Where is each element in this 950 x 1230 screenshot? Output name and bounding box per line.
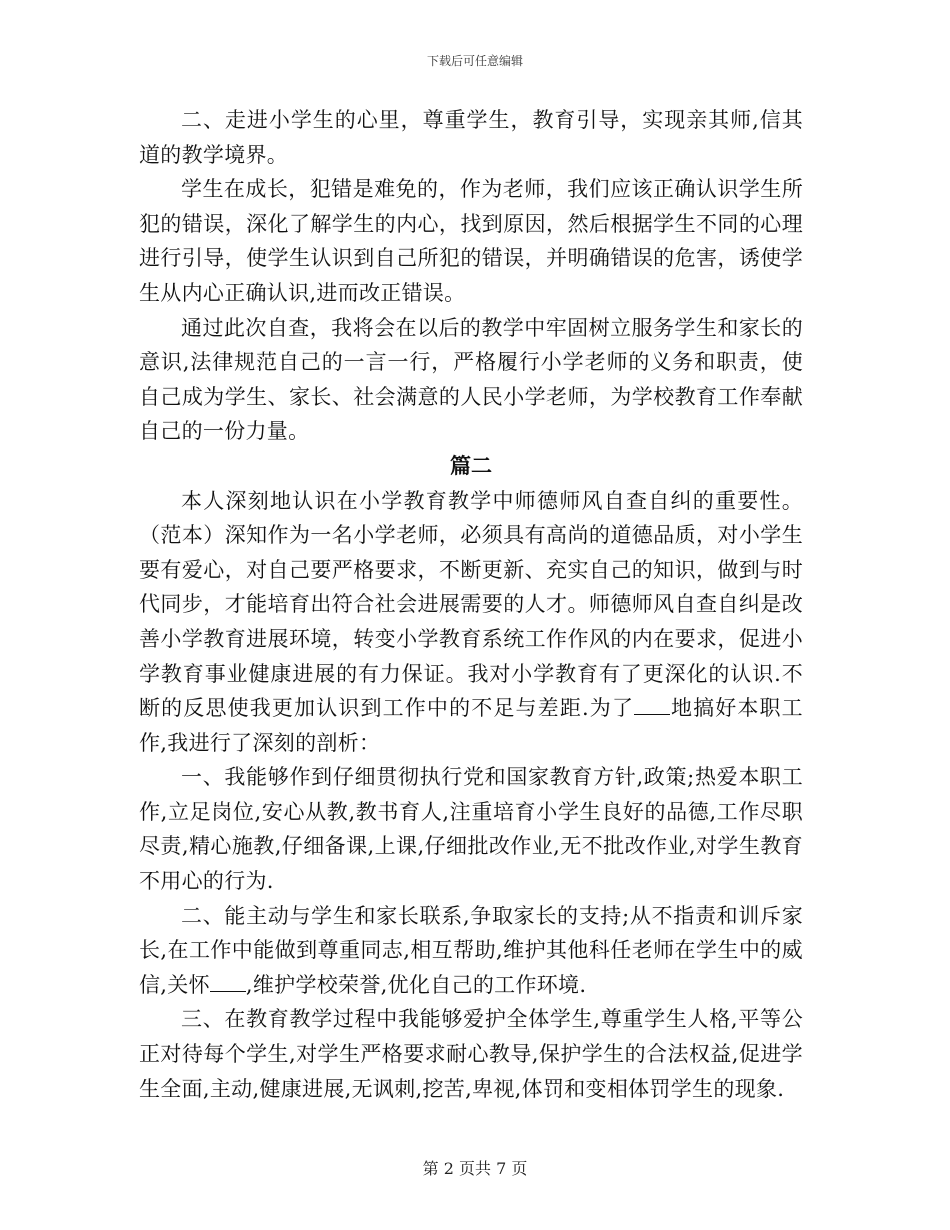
paragraph [139, 899, 803, 1003]
paragraph: 二、走进小学生的心里，尊重学生，教育引导，实现亲其师,信其道的教学境界。 [139, 108, 803, 167]
paragraph-text: ,维护学校荣誉,优化自己的工作环境. [245, 972, 587, 997]
paragraph: 通过此次自查，我将会在以后的教学中牢固树立服务学生和家长的意识,法律规范自己的一言一行，严格履行小学老师的义务和职责，使自己成为学生、家长、社会满意的人民小学老师，为学校教育工作奉献自己的一份力量。 [139, 315, 803, 444]
paragraph: 学生在成长，犯错是难免的，作为老师，我们应该正确认识学生所犯的错误，深化了解学生的内心，找到原因，然后根据学生不同的心理进行引导，使学生认识到自己所犯的错误，并明确错误的危害，诱使学生从内心正确认识,进而改正错误。 [139, 177, 803, 305]
fill-blank [210, 971, 246, 992]
fill-blank [634, 694, 670, 715]
page-footer: 第 2 页共 7 页 [422, 1159, 528, 1178]
section-title: 篇二 [450, 452, 492, 478]
paragraph [139, 484, 803, 761]
paragraph-text: 二、能主动与学生和家长联系,争取家长的支持;从不指责和训斥家长,在工作中能做到尊重同志,相互帮助,维护其他科任老师在学生中的威信,关怀 [139, 903, 803, 997]
page-header: 下载后可任意编辑 [426, 54, 523, 68]
paragraph-text: 本人深刻地认识在小学教育教学中师德师风自查自纠的重要性。（范本）深知作为一名小学老师，必须具有高尚的道德品质，对小学生要有爱心，对自己要严格要求，不断更新、充实自己的知识，做到与时代同步，才能培育出符合社会进展需要的人才。师德师风自查自纠是改善小学教育进展环境，转变小学教育系统工作作风的内在要求，促进小学教育事业健康进展的有力保证。我对小学教育有了更深化的认识.不断的反思使我更加认识到工作中的不足与差距.为了 [139, 488, 803, 721]
paragraph: 三、在教育教学过程中我能够爱护全体学生,尊重学生人格,平等公正对待每个学生,对学生严格要求耐心教导,保护学生的合法权益,促进学生全面,主动,健康进展,无讽刺,挖苦,卑视,体罚和变相体罚学生的现象. [139, 1007, 803, 1101]
paragraph-text: 地搞好本职工作,我进行了深刻的剖析： [139, 696, 803, 755]
paragraph: 一、我能够作到仔细贯彻执行党和国家教育方针,政策;热爱本职工作,立足岗位,安心从教,教书育人,注重培育小学生良好的品德,工作尽职尽责,精心施教,仔细备课,上课,仔细批改作业,无不批改作业,对学生教育不用心的行为. [139, 765, 803, 894]
document-body [139, 103, 803, 1106]
